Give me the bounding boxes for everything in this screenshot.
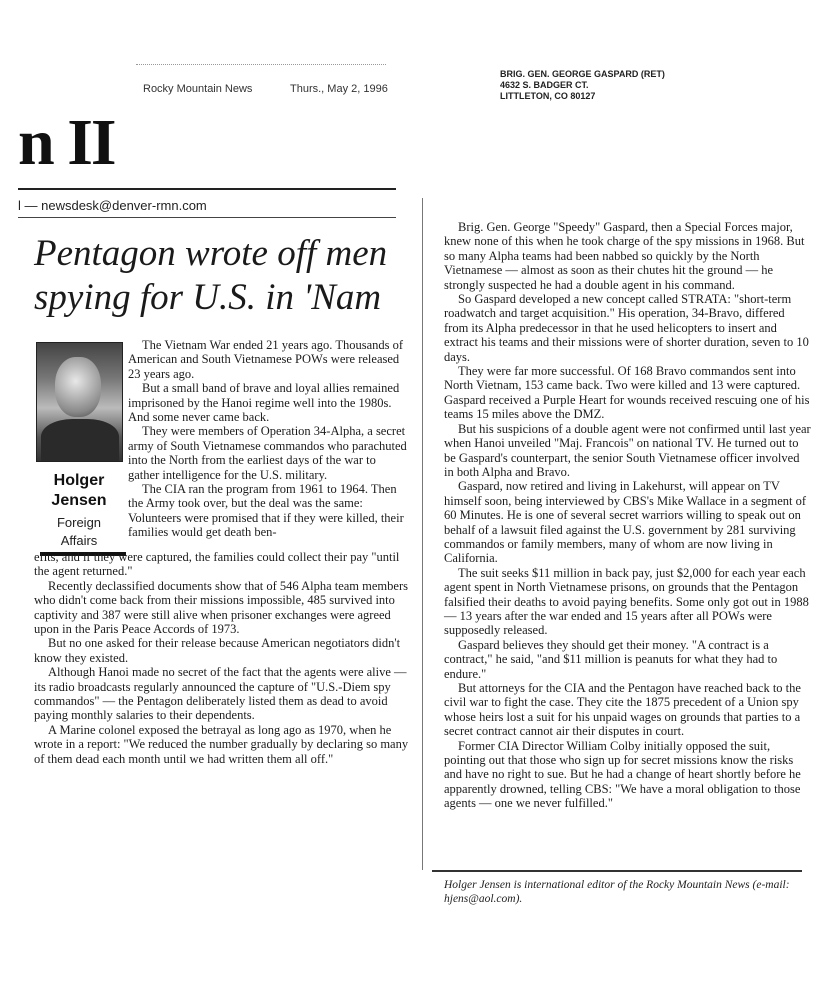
article-paragraph: But a small band of brave and loyal allies remained imprisoned by the Hanoi regime well into the 1980s. And some never came back. (128, 381, 400, 425)
masthead-date: Thurs., May 2, 1996 (290, 83, 388, 95)
article-paragraph: efits, and if they were captured, the families could collect their pay "until the agent returned." (34, 550, 400, 579)
article-paragraph: Brig. Gen. George "Speedy" Gaspard, then a Special Forces major, knew none of this when he took charge of the spy missions in 1968. But so many Alpha teams had been nabbed so quickly by the North Vietnamese — almost as soon as their chutes hit the ground — he strongly suspected he had a double agent in his command. (444, 220, 805, 292)
author-photo (36, 342, 123, 462)
article-paragraph: Former CIA Director William Colby initially opposed the suit, pointing out that those who sign up for secret missions know the risks and have no right to sue. But he had a change of heart shortly before he apparently drowned, telling CBS: "We have a moral obligation to those agents — one we never fulfilled." (444, 738, 801, 811)
section-title: n II (18, 106, 115, 179)
section-rule (18, 188, 396, 190)
article-paragraph: The Vietnam War ended 21 years ago. Thousands of American and South Vietnamese POWs were released 23 years ago. (128, 338, 404, 381)
stamp-line-city: LITTLETON, CO 80127 (500, 91, 596, 101)
author-photo-body (41, 419, 119, 462)
article-headline: Pentagon wrote off men spying for U.S. in 'Nam (34, 233, 388, 318)
article-paragraph: So Gaspard developed a new concept called STRATA: "short-term roadwatch and target acquisition." His operation, 34-Bravo, differed from its Alpha predecessor in that he used helicopters to insert and extract his teams and their missions were of shorter duration, seven to 10 days. (444, 292, 809, 364)
article-column-right (444, 220, 812, 811)
stamp-line-name: BRIG. GEN. GEORGE GASPARD (RET) (500, 69, 665, 79)
bio-rule (432, 870, 802, 872)
author-bio: Holger Jensen is international editor of the Rocky Mountain News (e-mail: hjens@aol.com). (444, 879, 790, 905)
article-column-left-wide (34, 550, 410, 766)
stamp-line-street: 4632 S. BADGER CT. (500, 80, 589, 90)
contact-rule (18, 217, 396, 218)
author-first-name: Holger (53, 472, 105, 489)
author-photo-face (55, 357, 101, 417)
article-paragraph: The CIA ran the program from 1961 to 1964. Then the Army took over, but the deal was the same: Volunteers were promised that if they were killed, their families would get death ben- (128, 482, 404, 540)
article-paragraph: They were members of Operation 34-Alpha, a secret army of South Vietnamese commandos who parachuted into the North from the earliest days of the war to gather intelligence for the U.S. military. (128, 424, 407, 482)
article-paragraph: But attorneys for the CIA and the Pentagon have reached back to the civil war to fight the case. They cite the 1875 precedent of a Union spy whose heirs lost a suit for his unpaid wages on grounds that parties to a secret contract cannot air their disputes in court. (444, 681, 801, 739)
author-role-line1: Foreign (56, 515, 102, 530)
article-paragraph: A Marine colonel exposed the betrayal as long ago as 1970, when he wrote in a report: "We reduced the number gradually by declaring so many of them dead each month until we had written them all off." (34, 722, 409, 766)
author-role-line2: Affairs (60, 533, 98, 548)
article-paragraph: Gaspard believes they should get their money. "A contract is a contract," he said, "and $11 million is peanuts for what they had to endure." (444, 637, 778, 681)
article-column-left-narrow (128, 338, 410, 540)
column-divider (422, 198, 423, 870)
article-paragraph: Gaspard, now retired and living in Lakehurst, will appear on TV himself soon, being interviewed by CBS's Mike Wallace in a segment of 60 Minutes. He is one of several secret warriors willing to speak out on behalf of a lawsuit filed against the U.S. government by 281 surviving commandos or family members, many of whom are now living in California. (444, 479, 807, 566)
address-stamp (500, 69, 665, 102)
article-paragraph: Recently declassified documents show that of 546 Alpha team members who didn't come back from their missions impossible, 485 survived into captivity and 387 were still alive when prisoner exchanges were agreed upon in the Paris Peace Accords of 1973. (34, 578, 408, 637)
top-dotted-rule (136, 64, 386, 65)
article-paragraph: They were far more successful. Of 168 Bravo commandos sent into North Vietnam, 153 came back. Two were killed and 13 were captured. Gaspard received a Purple Heart for wounds received rescuing one of his teams 15 miles above the DMZ. (444, 364, 810, 422)
article-paragraph: But his suspicions of a double agent were not confirmed until last year when Hanoi unveiled "Maj. Francois" on national TV. He turned out to be Gaspard's counterpart, the senior South Vietnamese officer involved in both Alpha and Bravo. (444, 421, 811, 479)
masthead-paper-name: Rocky Mountain News (143, 83, 253, 95)
article-paragraph: The suit seeks $11 million in back pay, just $2,000 for each year each agent spent in North Vietnamese prisons, on grounds that the Pentagon falsified their deaths to avoid paying benefits. Some only got out in 1988 — 13 years after the war ended and 15 years after all POWs were supposedly released. (444, 565, 809, 638)
newsdesk-contact: l — newsdesk@denver-rmn.com (18, 198, 207, 213)
author-last-name: Jensen (51, 492, 107, 509)
article-paragraph: But no one asked for their release because American negotiators didn't know they existed. (34, 636, 401, 665)
article-paragraph: Although Hanoi made no secret of the fact that the agents were alive — its radio broadcasts regularly announced the capture of "U.S.-Diem spy commandos" — the Pentagon deliberately listed them as dead to avoid paying monthly salaries to their dependents. (34, 665, 407, 723)
